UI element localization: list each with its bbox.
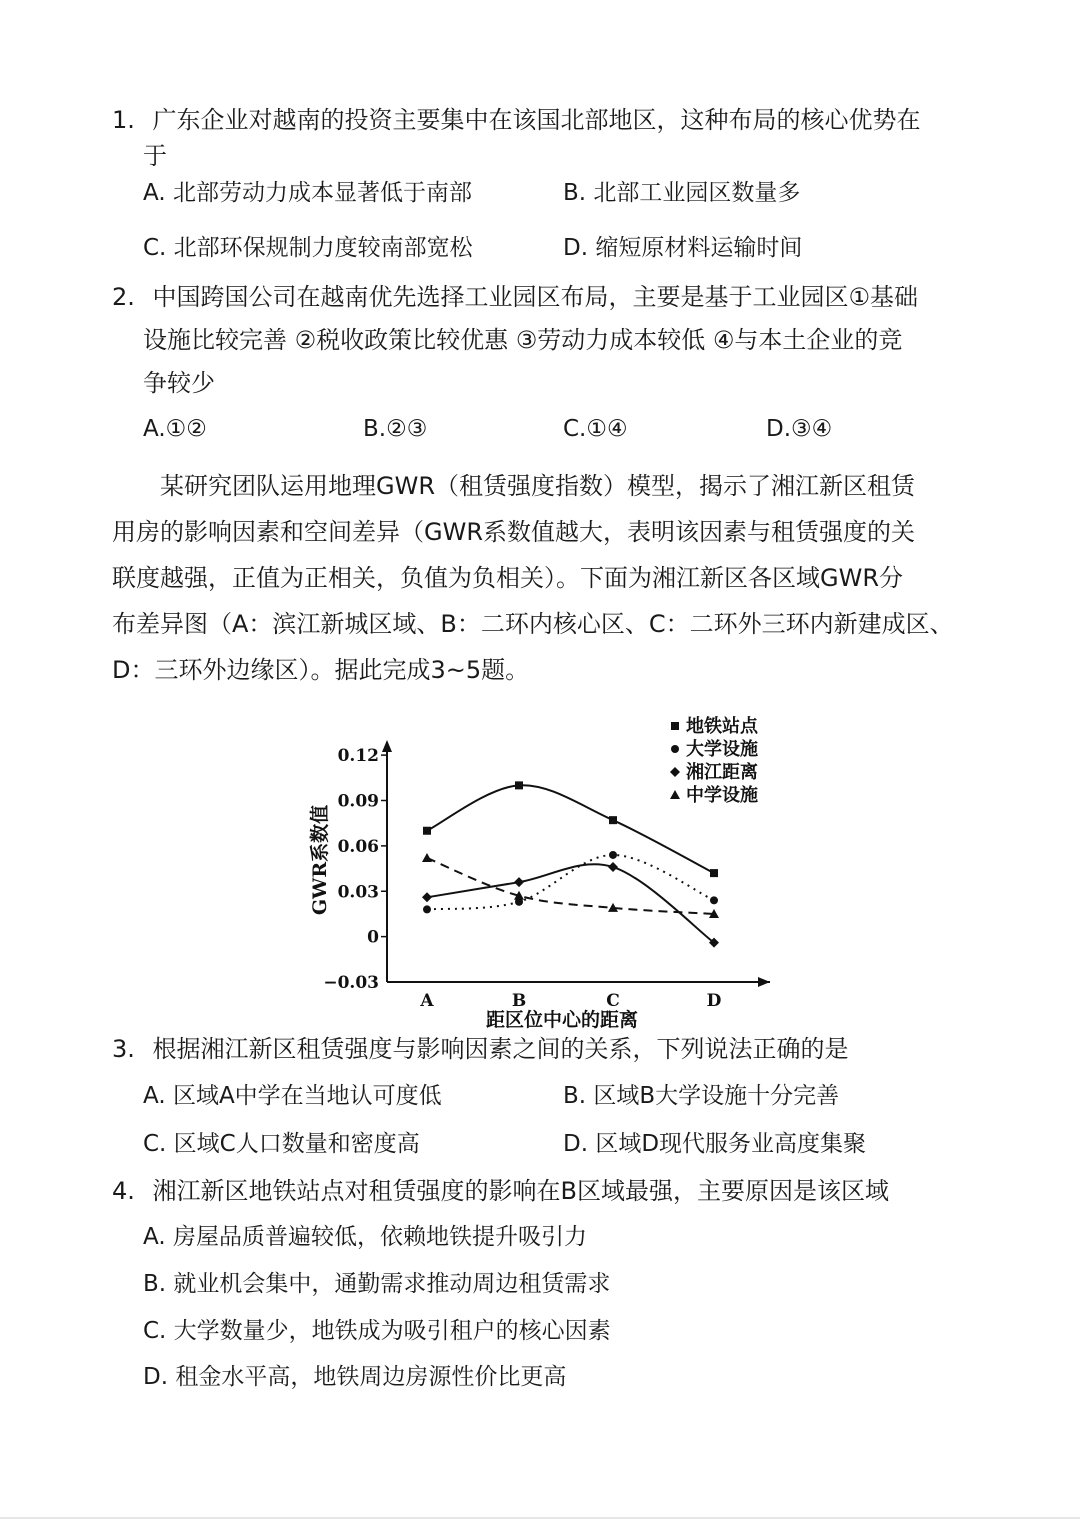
q2-option-c[interactable]: C.①④ xyxy=(563,416,628,442)
y-axis-arrow xyxy=(382,740,392,752)
legend-label-3: 中学设施 xyxy=(686,785,758,806)
q3-stem xyxy=(112,1032,849,1066)
q1-number: 1. xyxy=(112,106,135,134)
q2-stem xyxy=(112,280,918,314)
q1-stem-line2: 于 xyxy=(143,142,167,170)
series-0-point-A xyxy=(423,827,431,835)
x-tick-label: D xyxy=(706,991,722,1011)
passage-line2: 用房的影响因素和空间差异（GWR系数值越大，表明该因素与租赁强度的关 xyxy=(112,518,916,546)
q2-option-d[interactable]: D.③④ xyxy=(766,416,833,442)
q3-option-a[interactable]: A. 区域A中学在当地认可度低 xyxy=(143,1083,442,1109)
legend-label-0: 地铁站点 xyxy=(686,716,758,737)
passage-line4: 布差异图（A：滨江新城区域、B：二环内核心区、C：二环外三环内新建成区、 xyxy=(112,610,954,638)
legend-label-2: 湘江距离 xyxy=(686,762,758,783)
q2-number: 2. xyxy=(112,283,135,311)
q4-option-b[interactable]: B. 就业机会集中，通勤需求推动周边租赁需求 xyxy=(143,1271,611,1297)
legend-marker-0 xyxy=(671,722,679,730)
chart-legend xyxy=(670,715,759,806)
series-1-point-A xyxy=(423,905,431,913)
series-line-1 xyxy=(427,855,714,909)
q2-stem-line3: 争较少 xyxy=(143,369,215,397)
q1-stem-line1: 广东企业对越南的投资主要集中在该国北部地区，这种布局的核心优势在 xyxy=(152,106,921,134)
q4-option-a[interactable]: A. 房屋品质普遍较低，依赖地铁提升吸引力 xyxy=(143,1224,587,1250)
q4-stem xyxy=(112,1174,889,1208)
gwr-chart xyxy=(300,712,800,1042)
q3-option-c[interactable]: C. 区域C人口数量和密度高 xyxy=(143,1131,420,1157)
q4-option-d[interactable]: D. 租金水平高，地铁周边房源性价比更高 xyxy=(143,1364,567,1390)
series-2-point-C xyxy=(608,862,618,872)
q3-option-b[interactable]: B. 区域B大学设施十分完善 xyxy=(563,1083,840,1109)
q3-number: 3. xyxy=(112,1035,135,1063)
y-tick-label: 0 xyxy=(367,927,379,948)
q2-option-a[interactable]: A.①② xyxy=(143,416,207,442)
q2-stem-line2: 设施比较完善 ②税收政策比较优惠 ③劳动力成本较低 ④与本土企业的竞 xyxy=(143,326,903,354)
legend-marker-1 xyxy=(671,745,679,753)
x-tick-label: A xyxy=(420,991,434,1011)
q4-option-c[interactable]: C. 大学数量少，地铁成为吸引租户的核心因素 xyxy=(143,1318,611,1344)
q2-option-b[interactable]: B.②③ xyxy=(363,416,428,442)
passage-line1: 某研究团队运用地理GWR（租赁强度指数）模型，揭示了湘江新区租赁 xyxy=(160,472,916,500)
series-1-point-C xyxy=(609,851,617,859)
series-3-point-A xyxy=(422,853,432,862)
passage-line3: 联度越强，正值为正相关，负值为负相关）。下面为湘江新区各区域GWR分 xyxy=(112,564,904,592)
q3-stem-text: 根据湘江新区租赁强度与影响因素之间的关系，下列说法正确的是 xyxy=(152,1035,849,1063)
passage-line5: D：三环外边缘区）。据此完成3~5题。 xyxy=(112,656,530,684)
chart-series xyxy=(422,781,719,947)
legend-marker-3 xyxy=(670,790,680,799)
x-tick-label: B xyxy=(511,991,527,1011)
x-axis-arrow xyxy=(758,977,770,987)
series-2-point-A xyxy=(422,892,432,902)
q2-stem-line1: 中国跨国公司在越南优先选择工业园区布局，主要是基于工业园区①基础 xyxy=(152,283,919,311)
q1-stem xyxy=(112,103,921,137)
y-tick-label: 0.03 xyxy=(337,882,379,903)
y-tick-label: 0.09 xyxy=(337,791,379,812)
q4-number: 4. xyxy=(112,1177,135,1205)
series-0-point-D xyxy=(710,869,718,877)
x-tick-label: C xyxy=(606,991,620,1011)
y-tick-label: 0.06 xyxy=(337,836,379,857)
page-bottom-divider xyxy=(0,1517,1080,1519)
q1-option-b[interactable]: B. 北部工业园区数量多 xyxy=(563,180,801,206)
q1-option-d[interactable]: D. 缩短原材料运输时间 xyxy=(563,235,803,261)
series-2-point-B xyxy=(514,877,524,887)
q4-stem-text: 湘江新区地铁站点对租赁强度的影响在B区域最强，主要原因是该区域 xyxy=(152,1177,890,1205)
legend-marker-2 xyxy=(670,767,680,777)
y-tick-label: −0.03 xyxy=(323,973,379,993)
legend-label-1: 大学设施 xyxy=(686,739,758,760)
q3-option-d[interactable]: D. 区域D现代服务业高度集聚 xyxy=(563,1131,867,1157)
chart-y-label: GWR系数值 xyxy=(309,804,331,916)
chart-x-label: 距区位中心的距离 xyxy=(485,1009,639,1031)
q1-option-c[interactable]: C. 北部环保规制力度较南部宽松 xyxy=(143,235,473,261)
q1-option-a[interactable]: A. 北部劳动力成本显著低于南部 xyxy=(143,180,472,206)
y-tick-label: 0.12 xyxy=(337,746,379,767)
series-0-point-C xyxy=(609,816,617,824)
series-0-point-B xyxy=(515,781,523,789)
series-1-point-D xyxy=(710,896,718,904)
